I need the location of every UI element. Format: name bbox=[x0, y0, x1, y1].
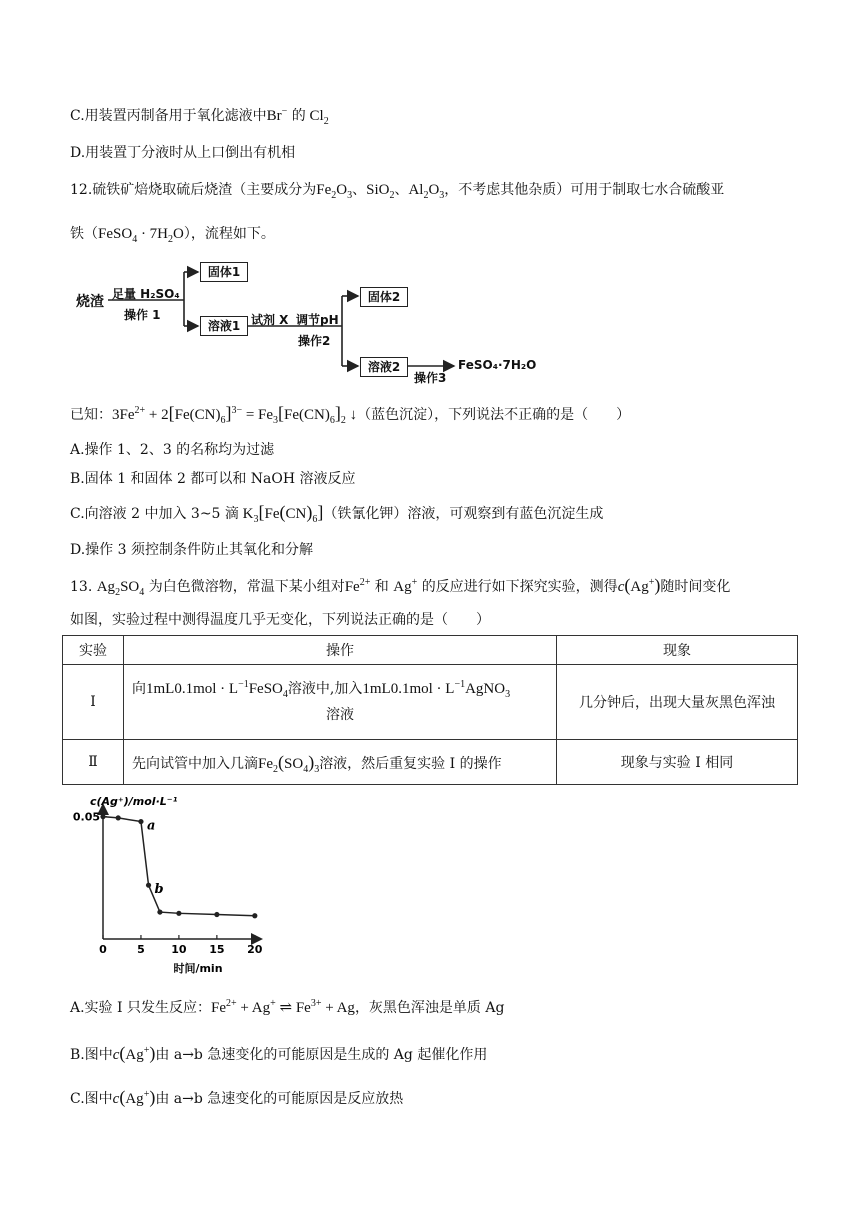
data-point bbox=[116, 815, 121, 820]
q13-stem-line1: 13. $Ag_2SO_4$ 为白色微溶物，常温下某小组对$Fe^{2+}$ 和 Ag+ 的反应进行如下探究实验，测得c(Ag+)随时间变化 bbox=[70, 575, 731, 598]
process-flowchart bbox=[76, 258, 546, 388]
header-phenomenon: 现象 bbox=[557, 636, 798, 665]
q13-option-a: A.实验 I 只发生反应：$Fe^{2+} + Ag^+$ ⇌ $Fe^{3+} + Ag$，灰黑色浑浊是单质 Ag bbox=[70, 998, 505, 1016]
row1-id: Ⅰ bbox=[63, 665, 124, 740]
table-header-row bbox=[63, 636, 798, 665]
header-experiment: 实验 bbox=[63, 636, 124, 665]
row1-result: 几分钟后，出现大量灰黑色浑浊 bbox=[557, 665, 798, 740]
flow-product: FeSO₄·7H₂O bbox=[458, 358, 537, 372]
option-d-top: D.用装置丁分液时从上口倒出有机相 bbox=[70, 145, 296, 161]
row2-id: Ⅱ bbox=[63, 740, 124, 785]
row1-operation: 向$1mL0.1mol \cdot L^{-1}FeSO_4$溶液中,加入$1mL0.1mol \cdot L^{-1}AgNO_3$ 溶液 bbox=[124, 665, 557, 740]
q12-option-c: C.向溶液 2 中加入 3~5 滴 $K_3[Fe(CN)_6]$（铁氰化钾）溶液，可观察到有蓝色沉淀生成 bbox=[70, 502, 604, 525]
x-tick-label: 10 bbox=[171, 943, 187, 956]
flow-adjust: 调节pH bbox=[296, 313, 339, 327]
chlorine-formula: $Cl_2$ bbox=[305, 108, 329, 127]
data-point bbox=[176, 911, 181, 916]
flow-reagent2: 试剂 X bbox=[251, 313, 289, 327]
flow-op2: 操作2 bbox=[298, 334, 331, 348]
flow-op3: 操作3 bbox=[414, 371, 447, 385]
data-point bbox=[252, 913, 257, 918]
data-point bbox=[214, 912, 219, 917]
annotation-b: b bbox=[154, 882, 164, 898]
q12-known: 已知：$3Fe^{2+} + 2[Fe(CN)_6]^{3-} = Fe_3[Fe(CN)_6]_2$ ↓（蓝色沉淀），下列说法不正确的是（ ） bbox=[70, 403, 631, 426]
q13-stem-line2: 如图，实验过程中测得温度几乎无变化，下列说法正确的是（ ） bbox=[70, 612, 490, 628]
q12-stem-line1: 12.硫铁矿焙烧取硫后烧渣（主要成分为$Fe_2O_3$、SiO$_2$、$Al_2O_3$，不考虑其他杂质）可用于制取七水合硫酸亚 bbox=[70, 182, 725, 201]
series-line bbox=[103, 817, 255, 916]
bromide-formula: Br− bbox=[266, 106, 288, 124]
option-c-top: C.用装置丙制备用于氧化滤液中Br− 的 $Cl_2$ bbox=[70, 106, 329, 127]
annotation-a: a bbox=[146, 818, 156, 834]
q13-option-b: B.图中c(Ag+)由 a→b 急速变化的可能原因是生成的 Ag 起催化作用 bbox=[70, 1043, 488, 1063]
row2-operation: 先向试管中加入几滴$Fe_2(SO_4)_3$溶液，然后重复实验 I 的操作 bbox=[124, 740, 557, 785]
data-point bbox=[100, 814, 105, 819]
flow-solution1: 溶液1 bbox=[200, 316, 248, 336]
q12-option-d: D.操作 3 须控制条件防止其氧化和分解 bbox=[70, 542, 313, 558]
flow-solid2: 固体2 bbox=[360, 287, 408, 307]
x-tick-label: 15 bbox=[209, 943, 225, 956]
data-point bbox=[146, 883, 151, 888]
ag-concentration-chart bbox=[70, 792, 280, 977]
x-tick-label: 5 bbox=[137, 943, 145, 956]
table-row bbox=[63, 740, 798, 785]
flow-solid1: 固体1 bbox=[200, 262, 248, 282]
ferricyanide-equation: $3Fe^{2+} + 2[Fe(CN)_6]^{3-} = Fe_3[Fe(CN)_6]_2$ ↓ bbox=[112, 403, 358, 426]
data-point bbox=[157, 909, 162, 914]
flow-solution2: 溶液2 bbox=[360, 357, 408, 377]
x-axis-label: 时间/min bbox=[173, 962, 223, 975]
y-tick-label: 0.05 bbox=[72, 810, 100, 824]
flow-reagent1: 足量 H₂SO₄ bbox=[112, 287, 180, 301]
q12-stem-line2: 铁（FeSO$_4$ · $7H_2O$），流程如下。 bbox=[70, 226, 275, 245]
x-tick-label: 0 bbox=[99, 943, 107, 956]
experiment-table bbox=[62, 635, 798, 785]
flow-start: 烧渣 bbox=[76, 294, 104, 310]
flow-op1: 操作 1 bbox=[124, 308, 161, 322]
q13-option-c: C.图中c(Ag+)由 a→b 急速变化的可能原因是反应放热 bbox=[70, 1087, 404, 1107]
q12-option-b: B.固体 1 和固体 2 都可以和 NaOH 溶液反应 bbox=[70, 471, 356, 487]
table-row bbox=[63, 665, 798, 740]
row2-result: 现象与实验 I 相同 bbox=[557, 740, 798, 785]
y-axis-label: c(Ag⁺)/mol·L⁻¹ bbox=[90, 795, 178, 808]
q12-option-a: A.操作 1、2、3 的名称均为过滤 bbox=[70, 442, 275, 458]
x-tick-label: 20 bbox=[247, 943, 263, 956]
header-operation: 操作 bbox=[124, 636, 557, 665]
data-point bbox=[138, 819, 143, 824]
